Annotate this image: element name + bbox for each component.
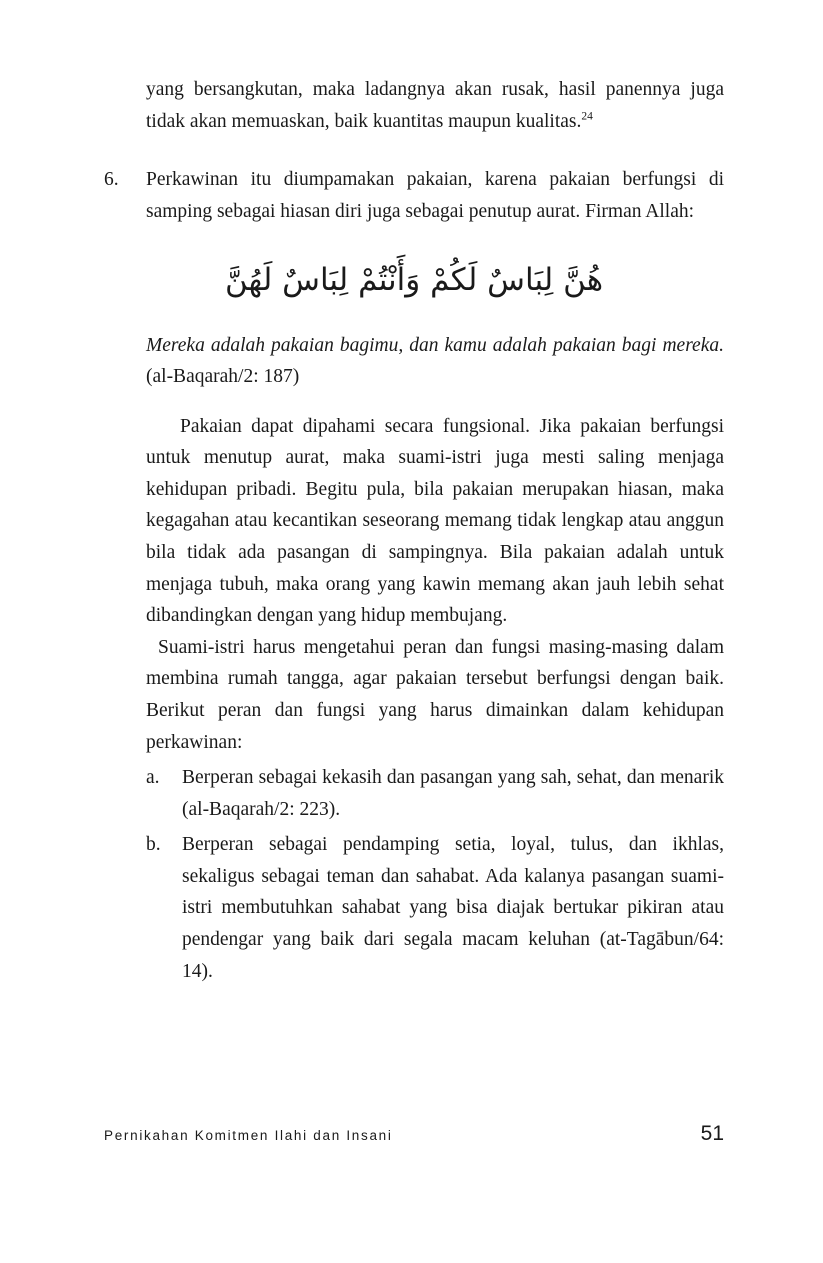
sub-list-text: Berperan sebagai pendamping setia, loyal, tulus, dan ikhlas, sekaligus sebagai teman dan sahabat. Ada kalanya pasangan suami-istri membutuhkan sahabat yang bisa diajak bertukar pikiran atau pendengar yang baik dari segala macam keluhan (at-Tagābun/64: 14). xyxy=(182,834,724,982)
footnote-marker: 24 xyxy=(581,110,593,123)
verse-reference: (al-Baqarah/2: 187) xyxy=(146,366,300,388)
page-content xyxy=(104,74,724,987)
sub-list-body xyxy=(182,829,724,987)
running-title: Pernikahan Komitmen Ilahi dan Insani xyxy=(104,1128,393,1143)
sub-list-marker: a. xyxy=(146,767,160,789)
continued-paragraph xyxy=(146,74,724,137)
page-footer xyxy=(104,1122,724,1146)
list-marker: 6. xyxy=(104,169,119,191)
body-paragraphs xyxy=(146,411,724,758)
continued-paragraph-text: yang bersangkutan, maka ladangnya akan rusak, hasil panennya juga tidak akan memuaskan, baik kuantitas maupun kualitas. xyxy=(146,79,724,132)
paragraph-2: Suami-istri harus mengetahui peran dan fungsi masing-masing dalam membina rumah tangga, agar pakaian tersebut berfungsi dengan baik. Berikut peran dan fungsi yang harus dimainkan dalam kehidupan perkawinan: xyxy=(146,636,724,753)
sub-list-item-a xyxy=(146,762,724,825)
sub-list-item-b xyxy=(146,829,724,987)
list-item-body xyxy=(146,164,724,227)
numbered-list-item-6 xyxy=(104,164,724,227)
paragraph-1: Pakaian dapat dipahami secara fungsional. Jika pakaian berfungsi untuk menutup aurat, maka suami-istri juga mesti saling menjaga kehidupan pribadi. Begitu pula, bila pakaian merupakan hiasan, maka kegagahan atau kecantikan seseorang memang tidak lengkap atau anggun bila tidak ada pasangan di sampingnya. Bila pakaian adalah untuk menjaga tubuh, maka orang yang kawin memang akan jauh lebih sehat dibandingkan dengan yang hidup membujang. xyxy=(146,415,724,627)
sub-list-marker: b. xyxy=(146,834,161,856)
page-number: 51 xyxy=(700,1122,724,1145)
verse-translation xyxy=(146,330,724,393)
list-item-text: Perkawinan itu diumpamakan pakaian, karena pakaian berfungsi di samping sebagai hiasan diri juga sebagai penutup aurat. Firman Allah: xyxy=(146,169,724,222)
sub-list-text: Berperan sebagai kekasih dan pasangan yang sah, sehat, dan menarik (al-Baqarah/2: 223). xyxy=(182,767,724,820)
arabic-quran-verse: هُنَّ لِبَاسٌ لَكُمْ وَأَنْتُمْ لِبَاسٌ لَهُنَّ xyxy=(224,262,604,299)
verse-translation-italic: Mereka adalah pakaian bagimu, dan kamu adalah pakaian bagi mereka. xyxy=(146,334,724,356)
sub-list-body xyxy=(182,762,724,825)
